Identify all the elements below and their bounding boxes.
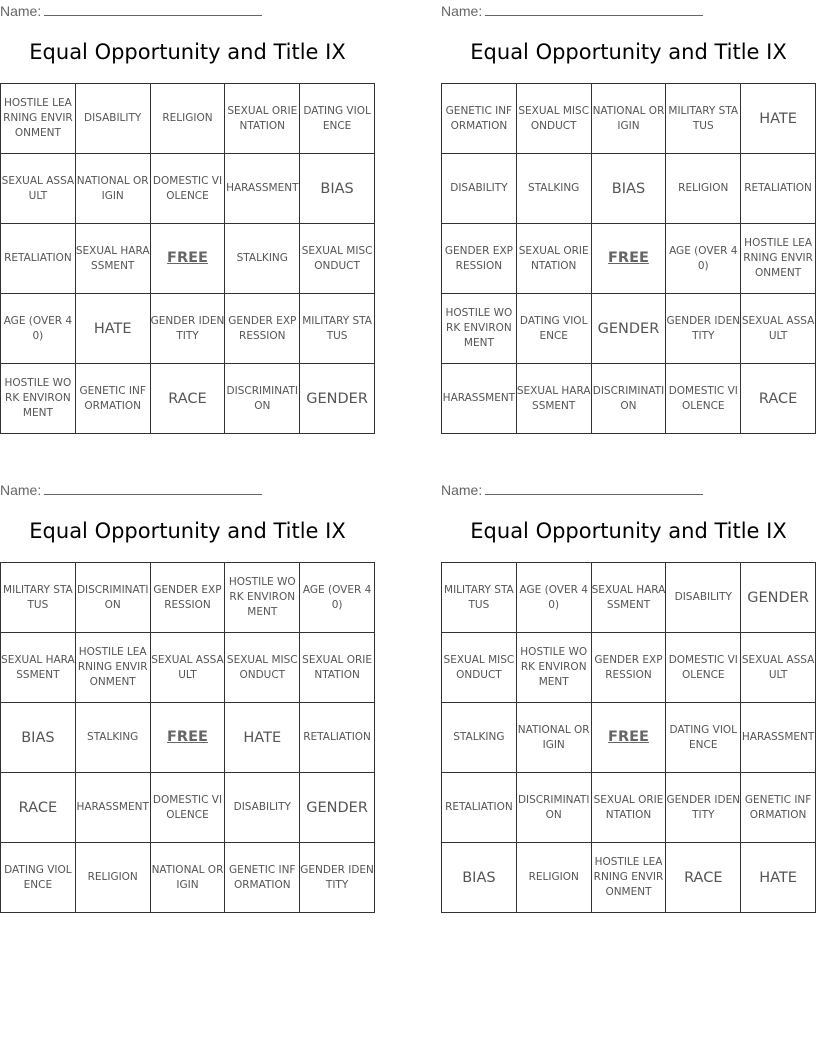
- bingo-cell[interactable]: BIAS: [442, 843, 517, 913]
- bingo-cell[interactable]: GENDER IDENTITY: [150, 294, 225, 364]
- bingo-cell[interactable]: DATING VIOLENCE: [516, 294, 591, 364]
- bingo-cell[interactable]: STALKING: [516, 154, 591, 224]
- bingo-cell[interactable]: GENDER IDENTITY: [300, 843, 375, 913]
- bingo-cell[interactable]: DATING VIOLENCE: [1, 843, 76, 913]
- bingo-cell[interactable]: GENETIC INFORMATION: [225, 843, 300, 913]
- bingo-cell[interactable]: GENETIC INFORMATION: [741, 773, 816, 843]
- bingo-cell[interactable]: RACE: [150, 364, 225, 434]
- name-field: [441, 482, 703, 498]
- bingo-grid: [0, 562, 375, 913]
- bingo-cell[interactable]: HATE: [225, 703, 300, 773]
- grid-row: [442, 84, 816, 154]
- bingo-cell[interactable]: DATING VIOLENCE: [666, 703, 741, 773]
- card-title: Equal Opportunity and Title IX: [470, 519, 787, 543]
- bingo-cell[interactable]: SEXUAL ASSAULT: [741, 633, 816, 703]
- grid-row: [442, 633, 816, 703]
- bingo-card-1: [0, 0, 375, 435]
- bingo-cell[interactable]: HATE: [75, 294, 150, 364]
- grid-row: [1, 773, 375, 843]
- free-space-cell[interactable]: FREE: [591, 224, 666, 294]
- bingo-cell[interactable]: DOMESTIC VIOLENCE: [150, 773, 225, 843]
- bingo-grid: [441, 562, 816, 913]
- name-blank-line[interactable]: [44, 482, 262, 495]
- bingo-cell[interactable]: HATE: [741, 84, 816, 154]
- bingo-cell[interactable]: RACE: [741, 364, 816, 434]
- name-field: [0, 482, 262, 498]
- grid-row: [442, 843, 816, 913]
- bingo-cell[interactable]: GENDER: [591, 294, 666, 364]
- bingo-cell[interactable]: HATE: [741, 843, 816, 913]
- bingo-cell[interactable]: HOSTILE WORK ENVIRONMENT: [225, 563, 300, 633]
- bingo-cell[interactable]: SEXUAL ORIENTATION: [225, 84, 300, 154]
- card-title: Equal Opportunity and Title IX: [29, 519, 346, 543]
- bingo-cell[interactable]: DISABILITY: [666, 563, 741, 633]
- bingo-cell[interactable]: GENDER: [300, 773, 375, 843]
- bingo-cell[interactable]: GENDER: [300, 364, 375, 434]
- grid-row: [1, 703, 375, 773]
- card-title: Equal Opportunity and Title IX: [470, 40, 787, 64]
- bingo-cell[interactable]: HARASSMENT: [75, 773, 150, 843]
- bingo-card-4: [441, 479, 816, 914]
- bingo-cell[interactable]: BIAS: [1, 703, 76, 773]
- card-title: Equal Opportunity and Title IX: [29, 40, 346, 64]
- bingo-cell[interactable]: SEXUAL MISCONDUCT: [300, 224, 375, 294]
- bingo-grid: [0, 83, 375, 434]
- bingo-cell[interactable]: HOSTILE WORK ENVIRONMENT: [442, 294, 517, 364]
- bingo-cell[interactable]: HOSTILE WORK ENVIRONMENT: [1, 364, 76, 434]
- bingo-cell[interactable]: GENETIC INFORMATION: [75, 364, 150, 434]
- grid-row: [442, 703, 816, 773]
- name-label: Name:: [0, 3, 42, 19]
- grid-row: [1, 364, 375, 434]
- bingo-card-2: [441, 0, 816, 435]
- bingo-cell[interactable]: HARASSMENT: [741, 703, 816, 773]
- bingo-cell[interactable]: HOSTILE LEARNING ENVIRONMENT: [1, 84, 76, 154]
- bingo-cell[interactable]: DISABILITY: [75, 84, 150, 154]
- bingo-cell[interactable]: SEXUAL ASSAULT: [150, 633, 225, 703]
- bingo-cell[interactable]: RETALIATION: [300, 703, 375, 773]
- bingo-cell[interactable]: AGE (OVER 40): [1, 294, 76, 364]
- bingo-cell[interactable]: AGE (OVER 40): [666, 224, 741, 294]
- bingo-cell[interactable]: MILITARY STATUS: [442, 563, 517, 633]
- bingo-cell[interactable]: MILITARY STATUS: [666, 84, 741, 154]
- bingo-cell[interactable]: STALKING: [442, 703, 517, 773]
- bingo-cell[interactable]: SEXUAL ORIENTATION: [516, 224, 591, 294]
- free-space-cell[interactable]: FREE: [591, 703, 666, 773]
- bingo-cell[interactable]: GENETIC INFORMATION: [442, 84, 517, 154]
- bingo-grid: [441, 83, 816, 434]
- grid-row: [442, 224, 816, 294]
- bingo-cell[interactable]: HOSTILE LEARNING ENVIRONMENT: [741, 224, 816, 294]
- bingo-cell[interactable]: RELIGION: [75, 843, 150, 913]
- free-space-cell[interactable]: FREE: [150, 224, 225, 294]
- bingo-cell[interactable]: GENDER IDENTITY: [666, 294, 741, 364]
- bingo-cell[interactable]: RELIGION: [516, 843, 591, 913]
- name-field: [0, 3, 262, 19]
- bingo-cell[interactable]: GENDER EXPRESSION: [225, 294, 300, 364]
- bingo-cell[interactable]: SEXUAL ASSAULT: [741, 294, 816, 364]
- grid-row: [1, 563, 375, 633]
- bingo-cell[interactable]: GENDER: [741, 563, 816, 633]
- name-blank-line[interactable]: [44, 3, 262, 16]
- bingo-cell[interactable]: RELIGION: [666, 154, 741, 224]
- free-space-cell[interactable]: FREE: [150, 703, 225, 773]
- bingo-cell[interactable]: SEXUAL MISCONDUCT: [516, 84, 591, 154]
- bingo-cell[interactable]: DISABILITY: [225, 773, 300, 843]
- name-label: Name:: [441, 482, 483, 498]
- bingo-cell[interactable]: SEXUAL MISCONDUCT: [225, 633, 300, 703]
- name-label: Name:: [441, 3, 483, 19]
- bingo-cell[interactable]: STALKING: [75, 703, 150, 773]
- bingo-cell[interactable]: BIAS: [591, 154, 666, 224]
- grid-row: [1, 633, 375, 703]
- bingo-cell[interactable]: GENDER EXPRESSION: [442, 224, 517, 294]
- bingo-cell[interactable]: SEXUAL HARASSMENT: [1, 633, 76, 703]
- grid-row: [1, 294, 375, 364]
- bingo-cell[interactable]: HOSTILE LEARNING ENVIRONMENT: [75, 633, 150, 703]
- grid-row: [442, 364, 816, 434]
- grid-row: [1, 154, 375, 224]
- bingo-cell[interactable]: SEXUAL MISCONDUCT: [442, 633, 517, 703]
- bingo-cell[interactable]: RETALIATION: [741, 154, 816, 224]
- bingo-cell[interactable]: DISCRIMINATION: [591, 364, 666, 434]
- bingo-cell[interactable]: NATIONAL ORIGIN: [516, 703, 591, 773]
- bingo-cell[interactable]: DISCRIMINATION: [516, 773, 591, 843]
- bingo-cell[interactable]: SEXUAL ORIENTATION: [300, 633, 375, 703]
- name-field: [441, 3, 703, 19]
- bingo-cell[interactable]: GENDER EXPRESSION: [150, 563, 225, 633]
- bingo-cell[interactable]: HARASSMENT: [225, 154, 300, 224]
- grid-row: [1, 224, 375, 294]
- bingo-cell[interactable]: AGE (OVER 40): [300, 563, 375, 633]
- bingo-cell[interactable]: DISCRIMINATION: [225, 364, 300, 434]
- bingo-cell[interactable]: GENDER IDENTITY: [666, 773, 741, 843]
- bingo-cell[interactable]: GENDER EXPRESSION: [591, 633, 666, 703]
- bingo-cell[interactable]: SEXUAL ORIENTATION: [591, 773, 666, 843]
- bingo-cell[interactable]: SEXUAL HARASSMENT: [75, 224, 150, 294]
- bingo-cell[interactable]: DOMESTIC VIOLENCE: [666, 633, 741, 703]
- bingo-cell[interactable]: NATIONAL ORIGIN: [75, 154, 150, 224]
- name-blank-line[interactable]: [485, 482, 703, 495]
- name-label: Name:: [0, 482, 42, 498]
- grid-row: [442, 294, 816, 364]
- bingo-cell[interactable]: NATIONAL ORIGIN: [150, 843, 225, 913]
- bingo-cell[interactable]: NATIONAL ORIGIN: [591, 84, 666, 154]
- bingo-cell[interactable]: DATING VIOLENCE: [300, 84, 375, 154]
- bingo-card-3: [0, 479, 375, 914]
- bingo-cell[interactable]: BIAS: [300, 154, 375, 224]
- bingo-cell[interactable]: SEXUAL ASSAULT: [1, 154, 76, 224]
- bingo-cell[interactable]: HOSTILE WORK ENVIRONMENT: [516, 633, 591, 703]
- bingo-cell[interactable]: RACE: [1, 773, 76, 843]
- bingo-cell[interactable]: RETALIATION: [442, 773, 517, 843]
- bingo-cell[interactable]: MILITARY STATUS: [300, 294, 375, 364]
- grid-row: [1, 84, 375, 154]
- bingo-cell[interactable]: HARASSMENT: [442, 364, 517, 434]
- bingo-cell[interactable]: MILITARY STATUS: [1, 563, 76, 633]
- bingo-cell[interactable]: STALKING: [225, 224, 300, 294]
- bingo-cell[interactable]: DOMESTIC VIOLENCE: [666, 364, 741, 434]
- bingo-cell[interactable]: DOMESTIC VIOLENCE: [150, 154, 225, 224]
- bingo-cell[interactable]: RELIGION: [150, 84, 225, 154]
- bingo-cell[interactable]: RACE: [666, 843, 741, 913]
- bingo-cell[interactable]: DISABILITY: [442, 154, 517, 224]
- bingo-cell[interactable]: RETALIATION: [1, 224, 76, 294]
- grid-row: [1, 843, 375, 913]
- grid-row: [442, 154, 816, 224]
- name-blank-line[interactable]: [485, 3, 703, 16]
- grid-row: [442, 773, 816, 843]
- bingo-cell[interactable]: HOSTILE LEARNING ENVIRONMENT: [591, 843, 666, 913]
- bingo-cell[interactable]: SEXUAL HARASSMENT: [591, 563, 666, 633]
- bingo-cell[interactable]: AGE (OVER 40): [516, 563, 591, 633]
- grid-row: [442, 563, 816, 633]
- bingo-cell[interactable]: DISCRIMINATION: [75, 563, 150, 633]
- bingo-cell[interactable]: SEXUAL HARASSMENT: [516, 364, 591, 434]
